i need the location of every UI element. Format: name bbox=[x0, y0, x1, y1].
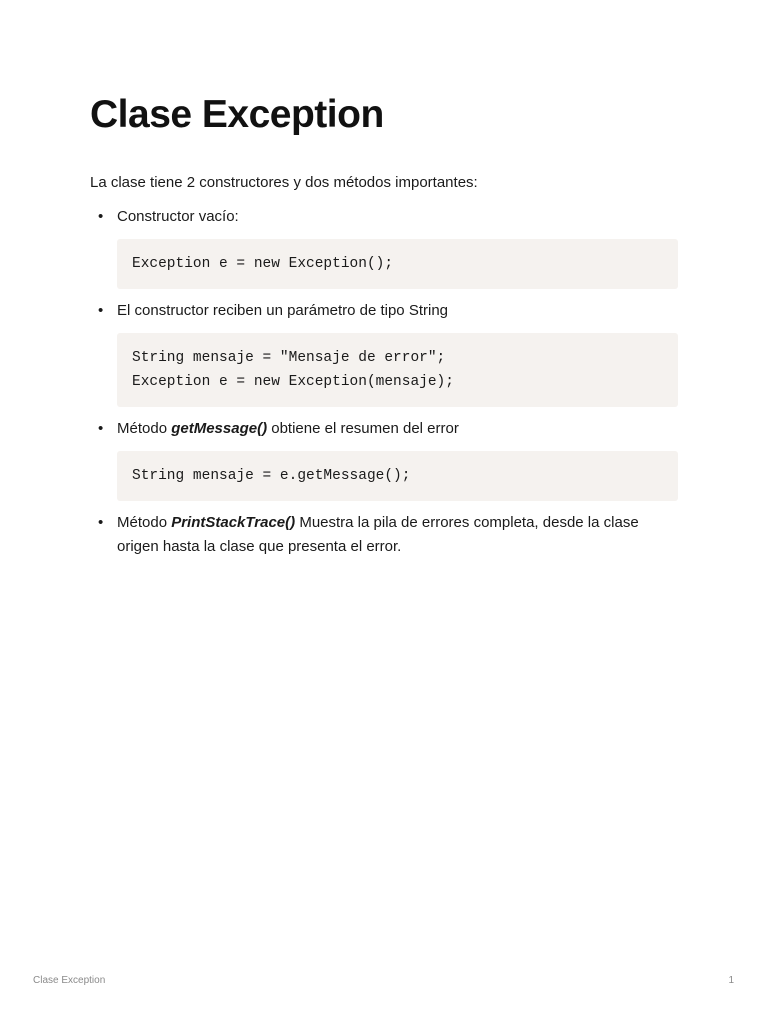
list-item-text-after: obtiene el resumen del error bbox=[267, 420, 459, 437]
intro-paragraph: La clase tiene 2 constructores y dos métodos importantes: bbox=[90, 174, 478, 191]
code-line: Exception e = new Exception(); bbox=[132, 256, 394, 272]
list-item bbox=[90, 511, 678, 559]
bullet-list bbox=[90, 205, 678, 559]
code-block bbox=[117, 239, 678, 289]
bullet-icon: • bbox=[98, 208, 104, 225]
list-item-text-before: Método bbox=[117, 514, 172, 531]
bullet-icon: • bbox=[98, 302, 104, 319]
list-item-text-before: Constructor vacío: bbox=[117, 208, 239, 225]
list-item-text bbox=[117, 417, 678, 441]
list-item bbox=[90, 417, 678, 501]
page-title: Clase Exception bbox=[90, 93, 384, 136]
bullet-icon: • bbox=[98, 420, 104, 437]
method-name: getMessage() bbox=[171, 420, 268, 437]
list-item bbox=[90, 205, 678, 289]
bullet-icon: • bbox=[98, 514, 104, 531]
list-item bbox=[90, 299, 678, 407]
list-item-text bbox=[117, 299, 678, 323]
code-block bbox=[117, 451, 678, 501]
footer-page-number: 1 bbox=[728, 975, 734, 986]
code-block bbox=[117, 333, 678, 407]
list-item-text-before: El constructor reciben un parámetro de tipo String bbox=[117, 302, 449, 319]
list-item-text bbox=[117, 511, 678, 559]
code-line: String mensaje = "Mensaje de error"; bbox=[132, 350, 446, 366]
document-page bbox=[90, 88, 678, 569]
code-line: Exception e = new Exception(mensaje); bbox=[132, 374, 454, 390]
list-item-text-after: Muestra la pila de errores completa, desde la clase origen hasta la clase que presenta el error. bbox=[117, 514, 639, 555]
method-name: PrintStackTrace() bbox=[171, 514, 296, 531]
footer-doc-name: Clase Exception bbox=[33, 975, 106, 986]
list-item-text-before: Método bbox=[117, 420, 172, 437]
list-item-text bbox=[117, 205, 678, 229]
code-line: String mensaje = e.getMessage(); bbox=[132, 468, 411, 484]
